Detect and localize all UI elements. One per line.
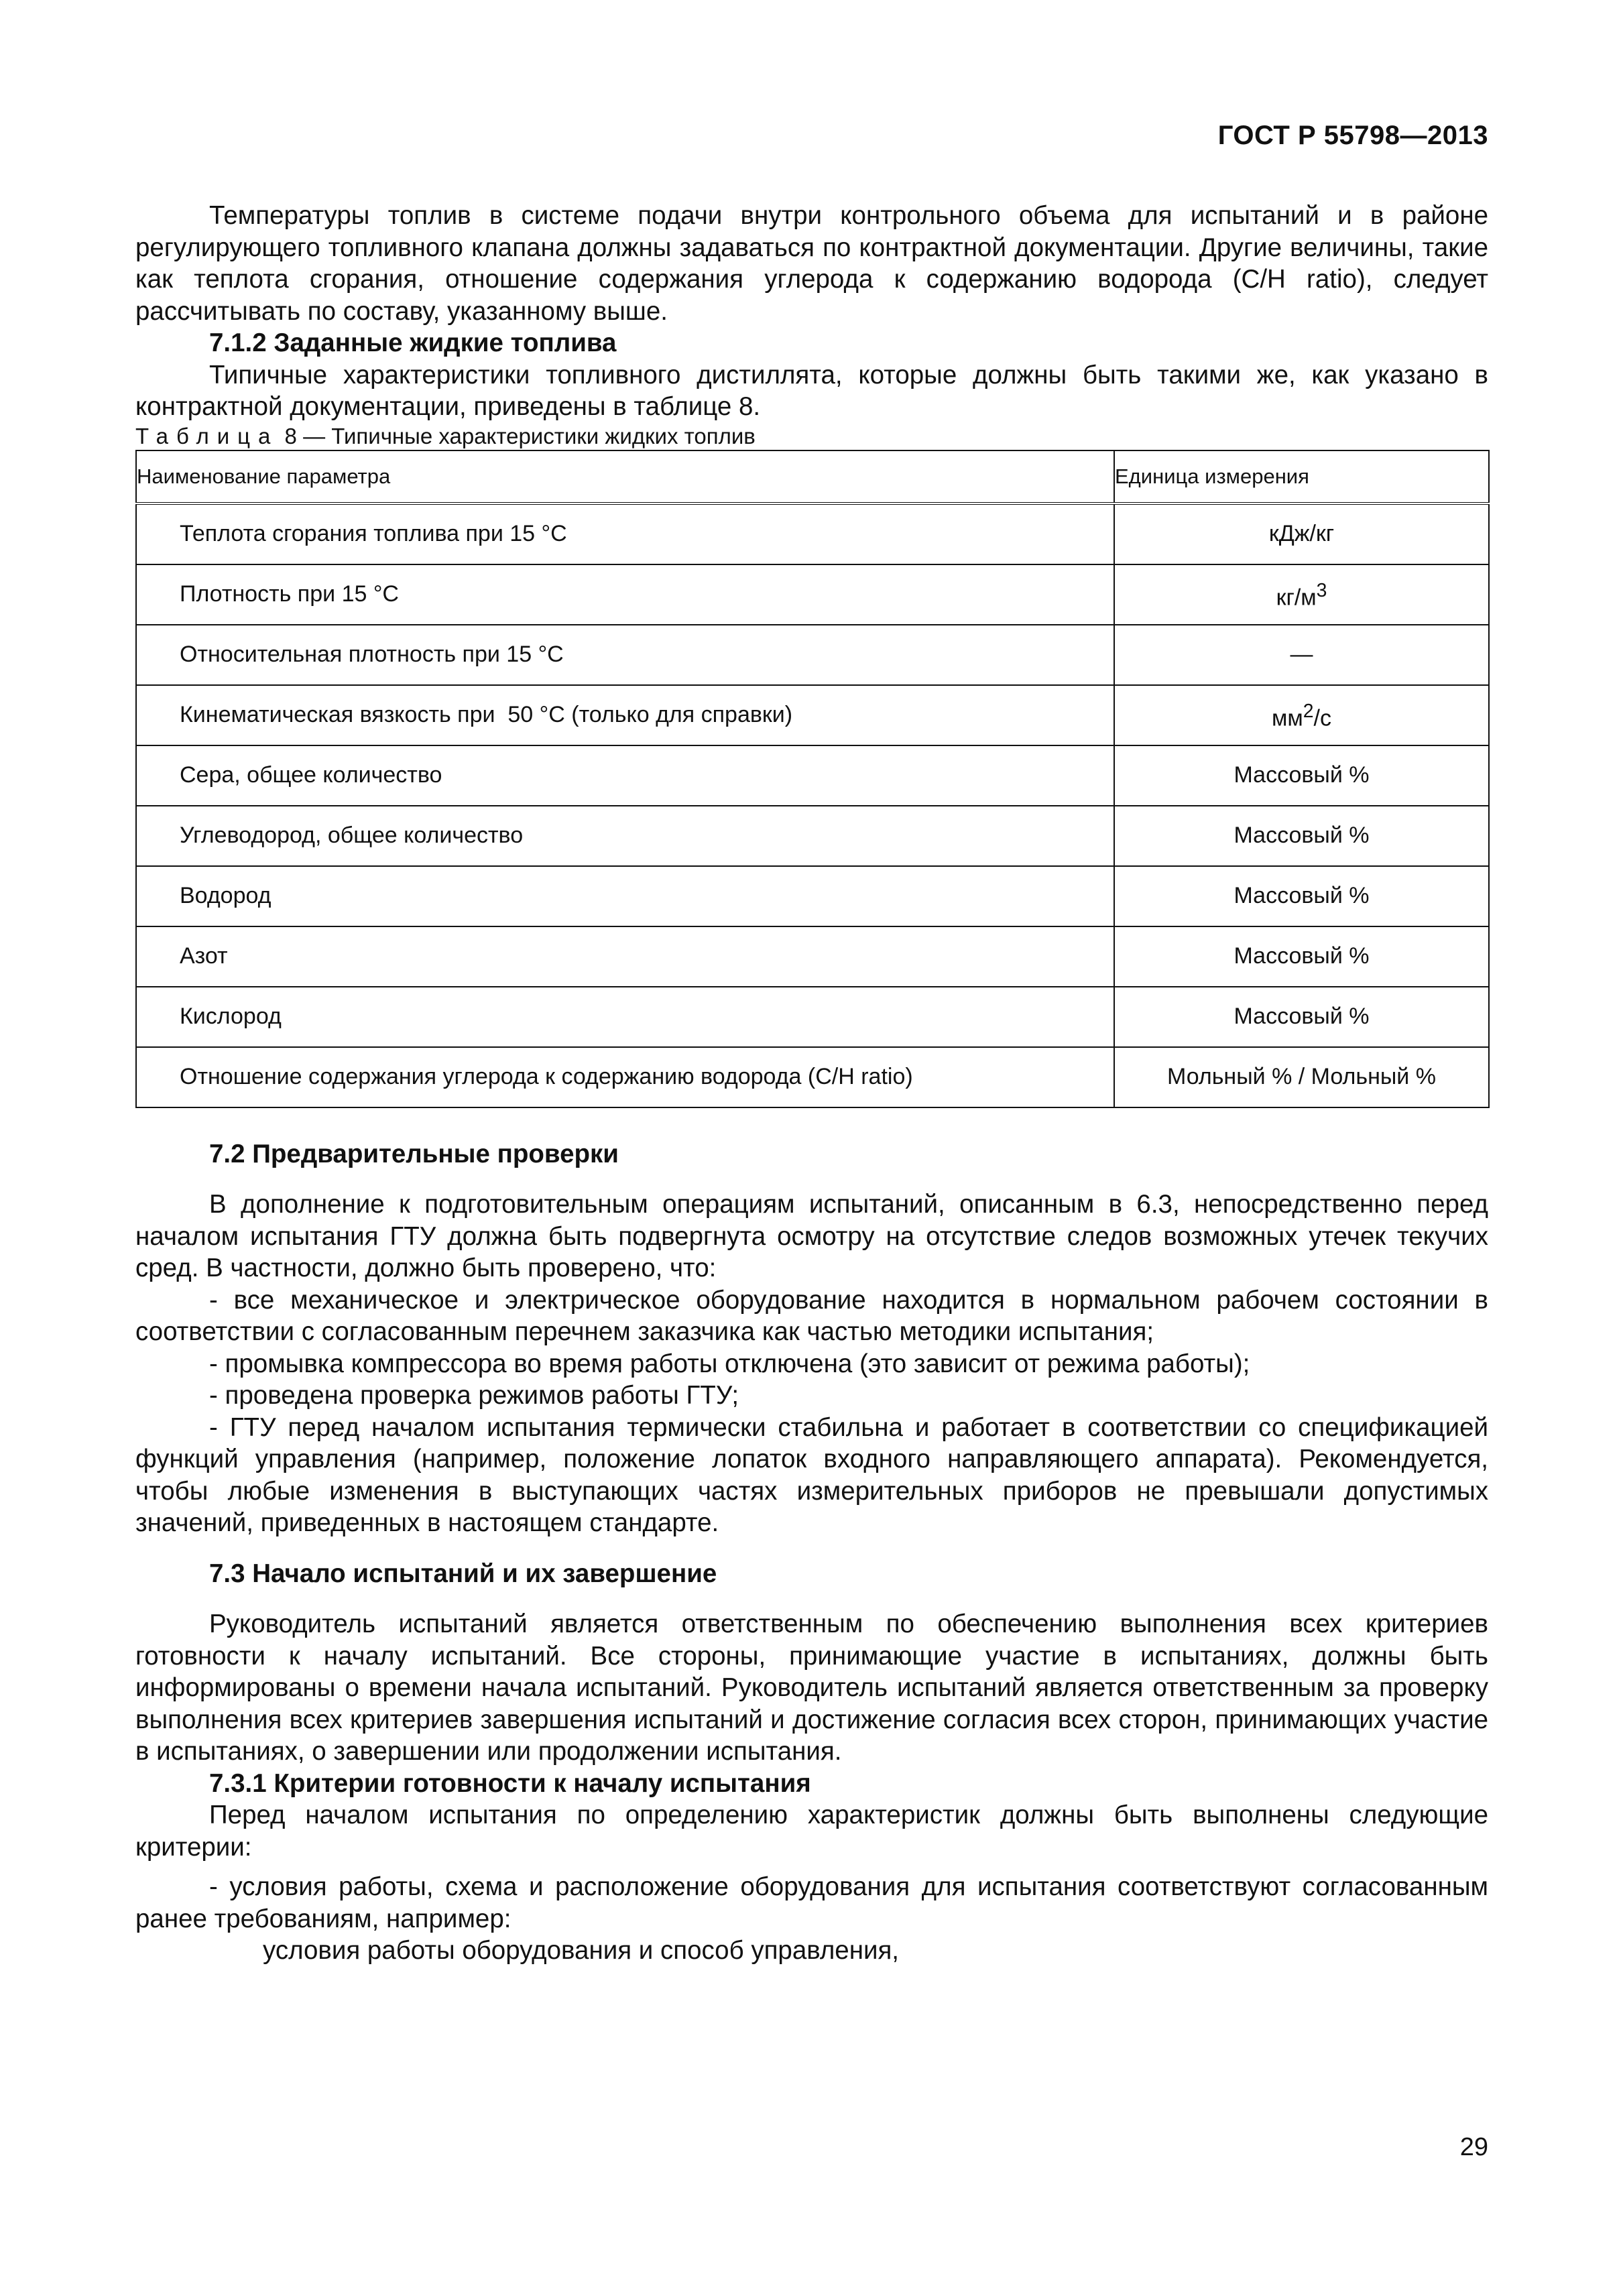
section-heading-7-1-2: 7.1.2 Заданные жидкие топлива [209, 328, 617, 357]
parameter-unit: Массовый % [1114, 926, 1489, 987]
parameter-unit: — [1114, 625, 1489, 685]
parameter-name: Сера, общее количество [136, 745, 1114, 806]
table-row [136, 625, 1489, 685]
paragraph: Перед началом испытания по определению характеристик должны быть выполнены следующие критерии: [135, 1801, 1488, 1862]
fuel-properties-table [135, 450, 1490, 1108]
table-row [136, 685, 1489, 745]
parameter-unit: кДж/кг [1114, 503, 1489, 564]
list-item: - проведена проверка режимов работы ГТУ; [209, 1381, 739, 1410]
table-row [136, 806, 1489, 866]
unit-tail: /с [1313, 705, 1331, 731]
parameter-name: Отношение содержания углерода к содержанию водорода (C/H ratio) [136, 1047, 1114, 1107]
unit-base: кг/м [1276, 584, 1317, 610]
parameter-unit: Массовый % [1114, 987, 1489, 1047]
parameter-unit [1114, 685, 1489, 745]
parameter-name: Водород [136, 866, 1114, 926]
paragraph: Руководитель испытаний является ответственным по обеспечению выполнения всех критериев готовности к началу испытаний. Все стороны, принимающие участие в испытаниях, должны быть информированы о времени начала испытаний. Руководитель испытаний является ответственным за проверку выполнения всех критериев завершения испытаний и достижение согласия всех сторон, принимающих участие в испытаниях, о завершении или продолжении испытания. [135, 1610, 1488, 1766]
standard-id: ГОСТ Р 55798—2013 [1217, 121, 1488, 150]
unit-exponent: 3 [1316, 579, 1327, 601]
parameter-unit: Мольный % / Мольный % [1114, 1047, 1489, 1107]
parameter-name: Углеводород, общее количество [136, 806, 1114, 866]
document-page [135, 0, 1488, 2296]
column-header-unit: Единица измерения [1114, 450, 1489, 503]
parameter-name: Кислород [136, 987, 1114, 1047]
table-caption-text: 8 — Типичные характеристики жидких топлив [278, 423, 756, 448]
list-item: - все механическое и электрическое оборудование находится в нормальном рабочем состоянии в соответствии с согласованным перечнем заказчика как частью методики испытания; [135, 1285, 1488, 1346]
parameter-name: Азот [136, 926, 1114, 987]
column-header-parameter: Наименование параметра [136, 450, 1114, 503]
table-row [136, 1047, 1489, 1107]
table-caption-word: Таблица [135, 423, 279, 448]
section-heading-7-3: 7.3 Начало испытаний и их завершение [209, 1559, 717, 1588]
unit-base: мм [1272, 705, 1303, 731]
parameter-unit [1114, 564, 1489, 625]
list-item: - ГТУ перед началом испытания термически стабильна и работает в соответствии со спецификацией функций управления (например, положение лопаток входного направляющего аппарата). Рекомендуется, чтобы любые изменения в выступающих частях измерительных приборов не превышали допустимых значений, приведенных в настоящем стандарте. [135, 1412, 1488, 1537]
sub-list-item: условия работы оборудования и способ управления, [263, 1936, 900, 1965]
table-row [136, 564, 1489, 625]
table-row [136, 926, 1489, 987]
paragraph: В дополнение к подготовительным операциям испытаний, описанным в 6.3, непосредственно перед началом испытания ГТУ должна быть подвергнута осмотру на отсутствие следов возможных утечек текучих сред. В частности, должно быть проверено, что: [135, 1190, 1488, 1282]
parameter-unit: Массовый % [1114, 806, 1489, 866]
page-number: 29 [1459, 2133, 1488, 2161]
parameter-unit: Массовый % [1114, 745, 1489, 806]
parameter-unit: Массовый % [1114, 866, 1489, 926]
table-caption [135, 423, 1488, 450]
paragraph: Типичные характеристики топливного дистиллята, которые должны быть такими же, как указано в контрактной документации, приведены в таблице 8. [135, 360, 1488, 421]
unit-exponent: 2 [1303, 700, 1314, 722]
parameter-name: Теплота сгорания топлива при 15 °С [136, 503, 1114, 564]
list-item: - промывка компрессора во время работы отключена (это зависит от режима работы); [209, 1349, 1250, 1378]
parameter-name: Относительная плотность при 15 °С [136, 625, 1114, 685]
section-heading-7-2: 7.2 Предварительные проверки [209, 1139, 619, 1168]
list-item: - условия работы, схема и расположение оборудования для испытания соответствуют согласованным ранее требованиям, например: [135, 1872, 1488, 1933]
table-header-row [136, 450, 1489, 503]
page-content [135, 200, 1488, 1967]
paragraph: Температуры топлив в системе подачи внутри контрольного объема для испытаний и в районе регулирующего топливного клапана должны задаваться по контрактной документации. Другие величины, такие как теплота сгорания, отношение содержания углерода к содержанию водорода (C/H ratio), следует рассчитывать по составу, указанному выше. [135, 201, 1488, 326]
parameter-name: Кинематическая вязкость при 50 °С (только для справки) [136, 685, 1114, 745]
parameter-name: Плотность при 15 °С [136, 564, 1114, 625]
section-heading-7-3-1: 7.3.1 Критерии готовности к началу испытания [209, 1768, 811, 1798]
table-row [136, 987, 1489, 1047]
table-row [136, 866, 1489, 926]
table-row [136, 745, 1489, 806]
table-row [136, 503, 1489, 564]
